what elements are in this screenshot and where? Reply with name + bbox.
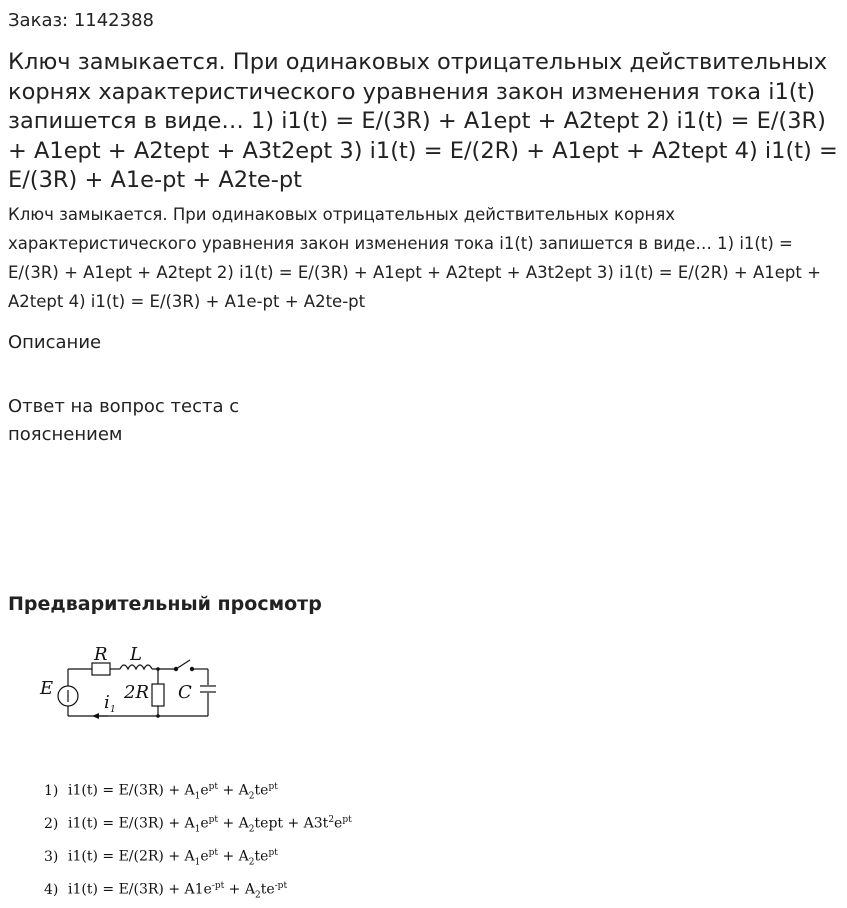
resistor-2r-symbol <box>152 684 164 706</box>
label-2r: 2R <box>124 682 150 703</box>
option-2: 2) $i1(t) = E/(3R) + A_1e^{pt}$ + $A_2tept + A3t^2e^{pt}$ <box>44 814 352 835</box>
preview-image <box>36 636 416 901</box>
option-1: 1) $i1(t) = E/(3R) + A_1e^{pt} + A_2te^{pt}$ <box>44 782 278 802</box>
answer-options-list <box>44 776 352 908</box>
inductor-symbol <box>120 665 152 669</box>
preview-heading: Предварительный просмотр <box>8 593 322 615</box>
label-i-sub: 1 <box>110 705 116 715</box>
order-number: Заказ: 1142388 <box>8 10 154 31</box>
label-c: C <box>178 682 192 703</box>
label-r: R <box>94 644 108 665</box>
switch-symbol <box>176 660 190 669</box>
circuit-diagram <box>36 636 236 726</box>
option-3: 3) $i1(t) = E/(2R) + A_1e^{pt} + A_2te^{pt}$ <box>44 847 278 868</box>
question-title: Ключ замыкается. При одинаковых отрицательных действительных корнях характеристического уравнения закон изменения тока i1(t) запишется в виде… 1) i1(t) = E/(3R) + A1ept + A2tept 2) i1(t) = E/(3R) + A1ept + A2tept + A3t2ept 3) i1(t) = E/(2R) + A1ept + A2tept 4) i1(t) = E/(3R) + A1e-pt + A2te-pt <box>8 49 838 193</box>
description-heading: Описание <box>8 332 102 353</box>
question-text: Ключ замыкается. При одинаковых отрицательных действительных корнях характеристического уравнения закон изменения тока i1(t) запишется в виде… 1) i1(t) = E/(3R) + A1ept + A2tept 2) i1(t) = E/(3R) + A1ept + A2tept + A3t2ept 3) i1(t) = E/(2R) + A1ept + A2tept 4) i1(t) = E/(3R) + A1e-pt + A2te-pt <box>8 205 821 311</box>
label-l: L <box>130 644 142 665</box>
answer-description: Ответ на вопрос теста с пояснением <box>8 396 240 445</box>
option-4: 4) $i1(t) = E/(3R) + A1e^{-pt} + A_2te^{-pt}$ <box>44 880 288 901</box>
label-i: i <box>104 692 110 713</box>
label-e: E <box>40 678 54 699</box>
